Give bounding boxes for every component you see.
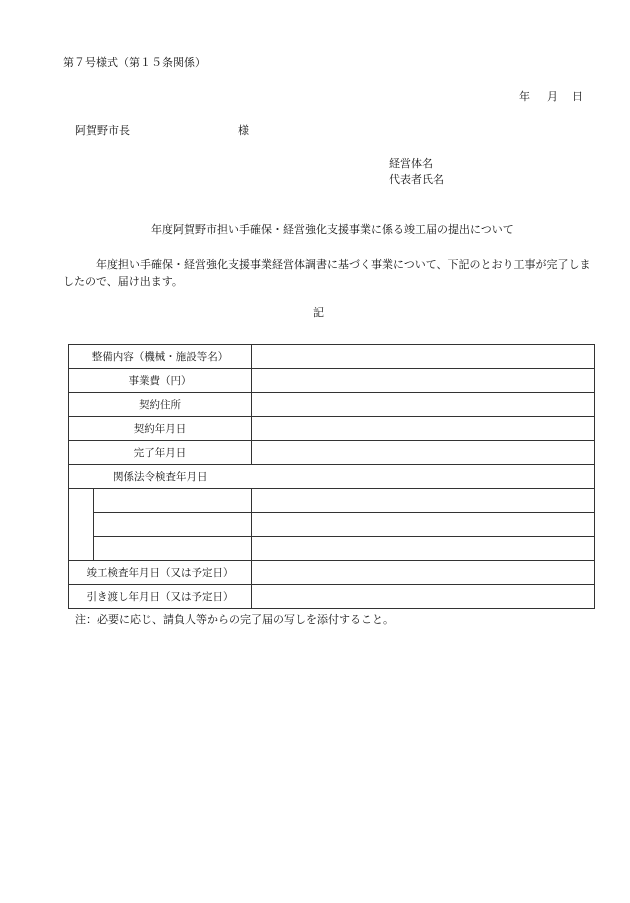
table-row [69, 561, 595, 585]
document-body: 年度担い手確保・経営強化支援事業経営体調書に基づく事業について、下記のとおり工事が完了しましたので、届け出ます。 [63, 258, 591, 288]
inspection-date-field[interactable] [252, 513, 595, 537]
row-label: 事業費（円） [69, 369, 252, 393]
row-label: 整備内容（機械・施設等名） [69, 345, 252, 369]
table-row [69, 585, 595, 609]
inspection-law-field[interactable] [94, 489, 252, 513]
business-name-label: 経営体名 [389, 157, 433, 170]
row-label: 契約住所 [69, 393, 252, 417]
row-value-field[interactable] [252, 393, 595, 417]
document-title: 年度阿賀野市担い手確保・経営強化支援事業に係る竣工届の提出について [151, 223, 514, 236]
inspection-header-blank [252, 465, 595, 489]
inspection-date-field[interactable] [252, 489, 595, 513]
row-label: 完了年月日 [69, 441, 252, 465]
table-row [69, 345, 595, 369]
inspection-law-field[interactable] [94, 537, 252, 561]
completion-form-table [68, 344, 595, 609]
inspection-indent [69, 489, 94, 561]
footnote: 注：必要に応じ、請負人等からの完了届の写しを添付すること。 [75, 613, 394, 626]
table-row [69, 441, 595, 465]
row-value-field[interactable] [252, 561, 595, 585]
row-value-field[interactable] [252, 585, 595, 609]
addressee-name: 阿賀野市長 [75, 124, 130, 137]
row-value-field[interactable] [252, 417, 595, 441]
row-label: 引き渡し年月日（又は予定日） [69, 585, 252, 609]
row-label: 竣工検査年月日（又は予定日） [69, 561, 252, 585]
ki-heading: 記 [313, 306, 324, 319]
date-day: 日 [572, 90, 583, 103]
table-row [69, 369, 595, 393]
form-number: 第７号様式（第１５条関係） [63, 56, 206, 69]
inspection-law-field[interactable] [94, 513, 252, 537]
row-label: 契約年月日 [69, 417, 252, 441]
date-month: 月 [547, 90, 558, 103]
inspection-header-label: 関係法令検査年月日 [69, 465, 252, 489]
inspection-sub-row [69, 537, 595, 561]
table-row [69, 393, 595, 417]
inspection-date-field[interactable] [252, 537, 595, 561]
inspection-sub-row [69, 489, 595, 513]
representative-label: 代表者氏名 [389, 173, 444, 186]
inspection-sub-row [69, 513, 595, 537]
row-value-field[interactable] [252, 441, 595, 465]
date-year: 年 [519, 90, 530, 103]
addressee-suffix: 様 [238, 124, 249, 137]
table-row [69, 417, 595, 441]
row-value-field[interactable] [252, 369, 595, 393]
row-value-field[interactable] [252, 345, 595, 369]
inspection-header-row [69, 465, 595, 489]
date-line [519, 90, 583, 104]
